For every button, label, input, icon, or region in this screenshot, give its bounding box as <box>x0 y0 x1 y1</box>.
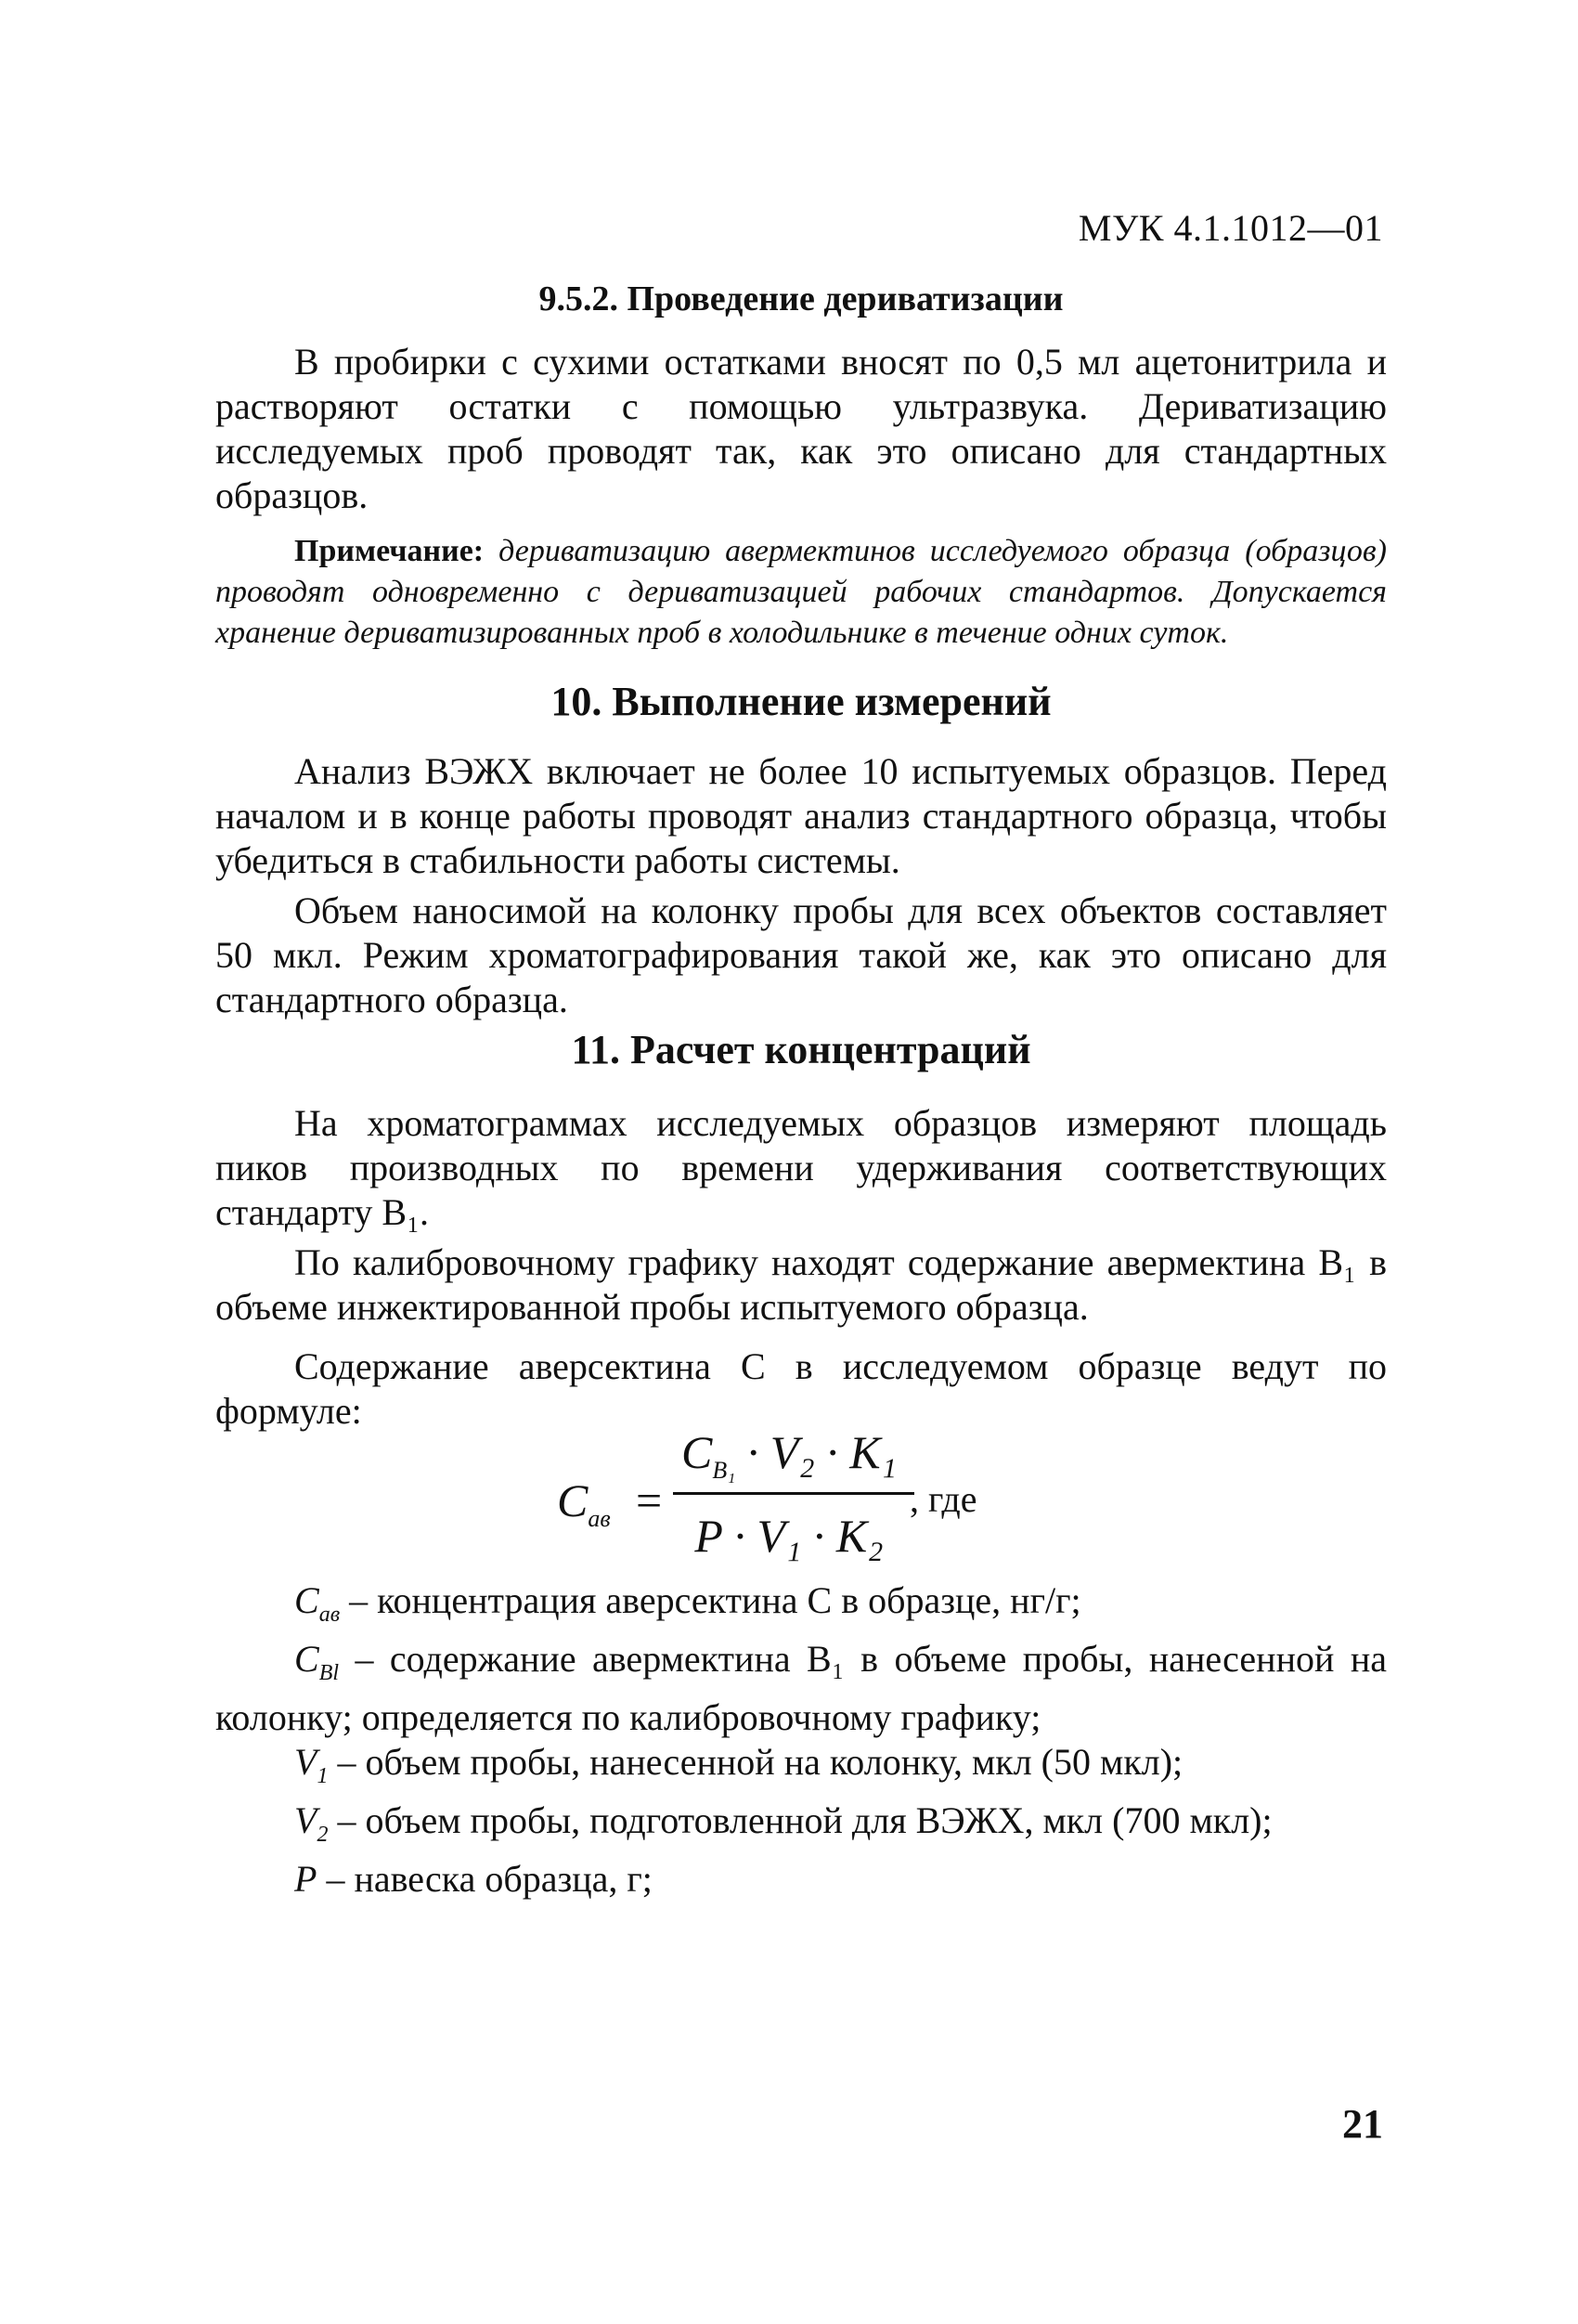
page-number: 21 <box>1342 2101 1383 2147</box>
paragraph: Объем наносимой на колонку пробы для всех объектов составляет 50 мкл. Режим хроматографирования такой же, как это описано для стандартного образца. <box>215 889 1387 1020</box>
section-title: 10. Выполнение измерений <box>550 679 1052 724</box>
formula-equals: = <box>636 1474 663 1526</box>
formula <box>557 1425 1077 1574</box>
paragraph: Содержание аверсектина С в исследуемом образце ведут по формуле: <box>215 1345 1387 1432</box>
section-11 <box>215 1026 1387 1434</box>
note-label: Примечание: <box>294 534 485 568</box>
section-9-5-2 <box>215 279 1387 654</box>
formula-where: , где <box>910 1478 977 1520</box>
fraction-bar <box>673 1492 914 1495</box>
section-title: 11. Расчет концентраций <box>571 1027 1031 1072</box>
section-title: 9.5.2. Проведение дериватизации <box>538 279 1064 318</box>
paragraph: Анализ ВЭЖХ включает не более 10 испытуемых образцов. Перед началом и в конце работы проводят анализ стандартного образца, чтобы убедиться в стабильности работы системы. <box>215 750 1387 881</box>
note <box>215 531 1387 654</box>
formula-denominator: P · V₁ · K₂ <box>694 1510 884 1562</box>
definition-item: P – навеска образца, г; <box>294 1858 653 1900</box>
paragraph: По калибровочному графику находят содержание авермектина B₁ в объеме инжектированной пробы испытуемого образца. <box>215 1241 1387 1328</box>
definition-item: $V_2$ – объем пробы, подготовленной для ВЭЖХ, мкл (700 мкл); <box>294 1799 1273 1847</box>
paragraph: В пробирки с сухими остатками вносят по 0,5 мл ацетонитрила и растворяют остатки с помощью ультразвука. Дериватизацию исследуемых проб проводят так, как это описано для стандартных образцов. <box>215 341 1387 516</box>
definition-item: $V_1$ – объем пробы, нанесенной на колонку, мкл (50 мкл); <box>294 1741 1184 1788</box>
formula-lhs: $C_{ав}$ <box>557 1474 611 1532</box>
document-code: МУК 4.1.1012—01 <box>1078 207 1383 249</box>
note-text: дериватизацию авермектинов исследуемого образца (образцов) проводят одновременно с дериватизацией рабочих стандартов. Допускается хранение дериватизированных проб в холодильнике в течение одних суток. <box>215 534 1387 650</box>
definitions-list <box>215 1578 1387 1915</box>
definition-item: $C_{Bl}$ – содержание авермектина B₁ в объеме пробы, нанесенной на колонку; определяется по калибровочному графику; <box>215 1638 1387 1738</box>
paragraph: На хроматограммах исследуемых образцов измеряют площадь пиков производных по времени удерживания соответствующих стандарту B₁. <box>215 1102 1387 1233</box>
definition-item: $C_{ав}$ – концентрация аверсектина С в образце, нг/г; <box>294 1579 1081 1627</box>
formula-numerator: $C_{B_1} \cdot V_2 \cdot K_1$ <box>681 1426 897 1484</box>
section-10 <box>215 678 1387 1022</box>
